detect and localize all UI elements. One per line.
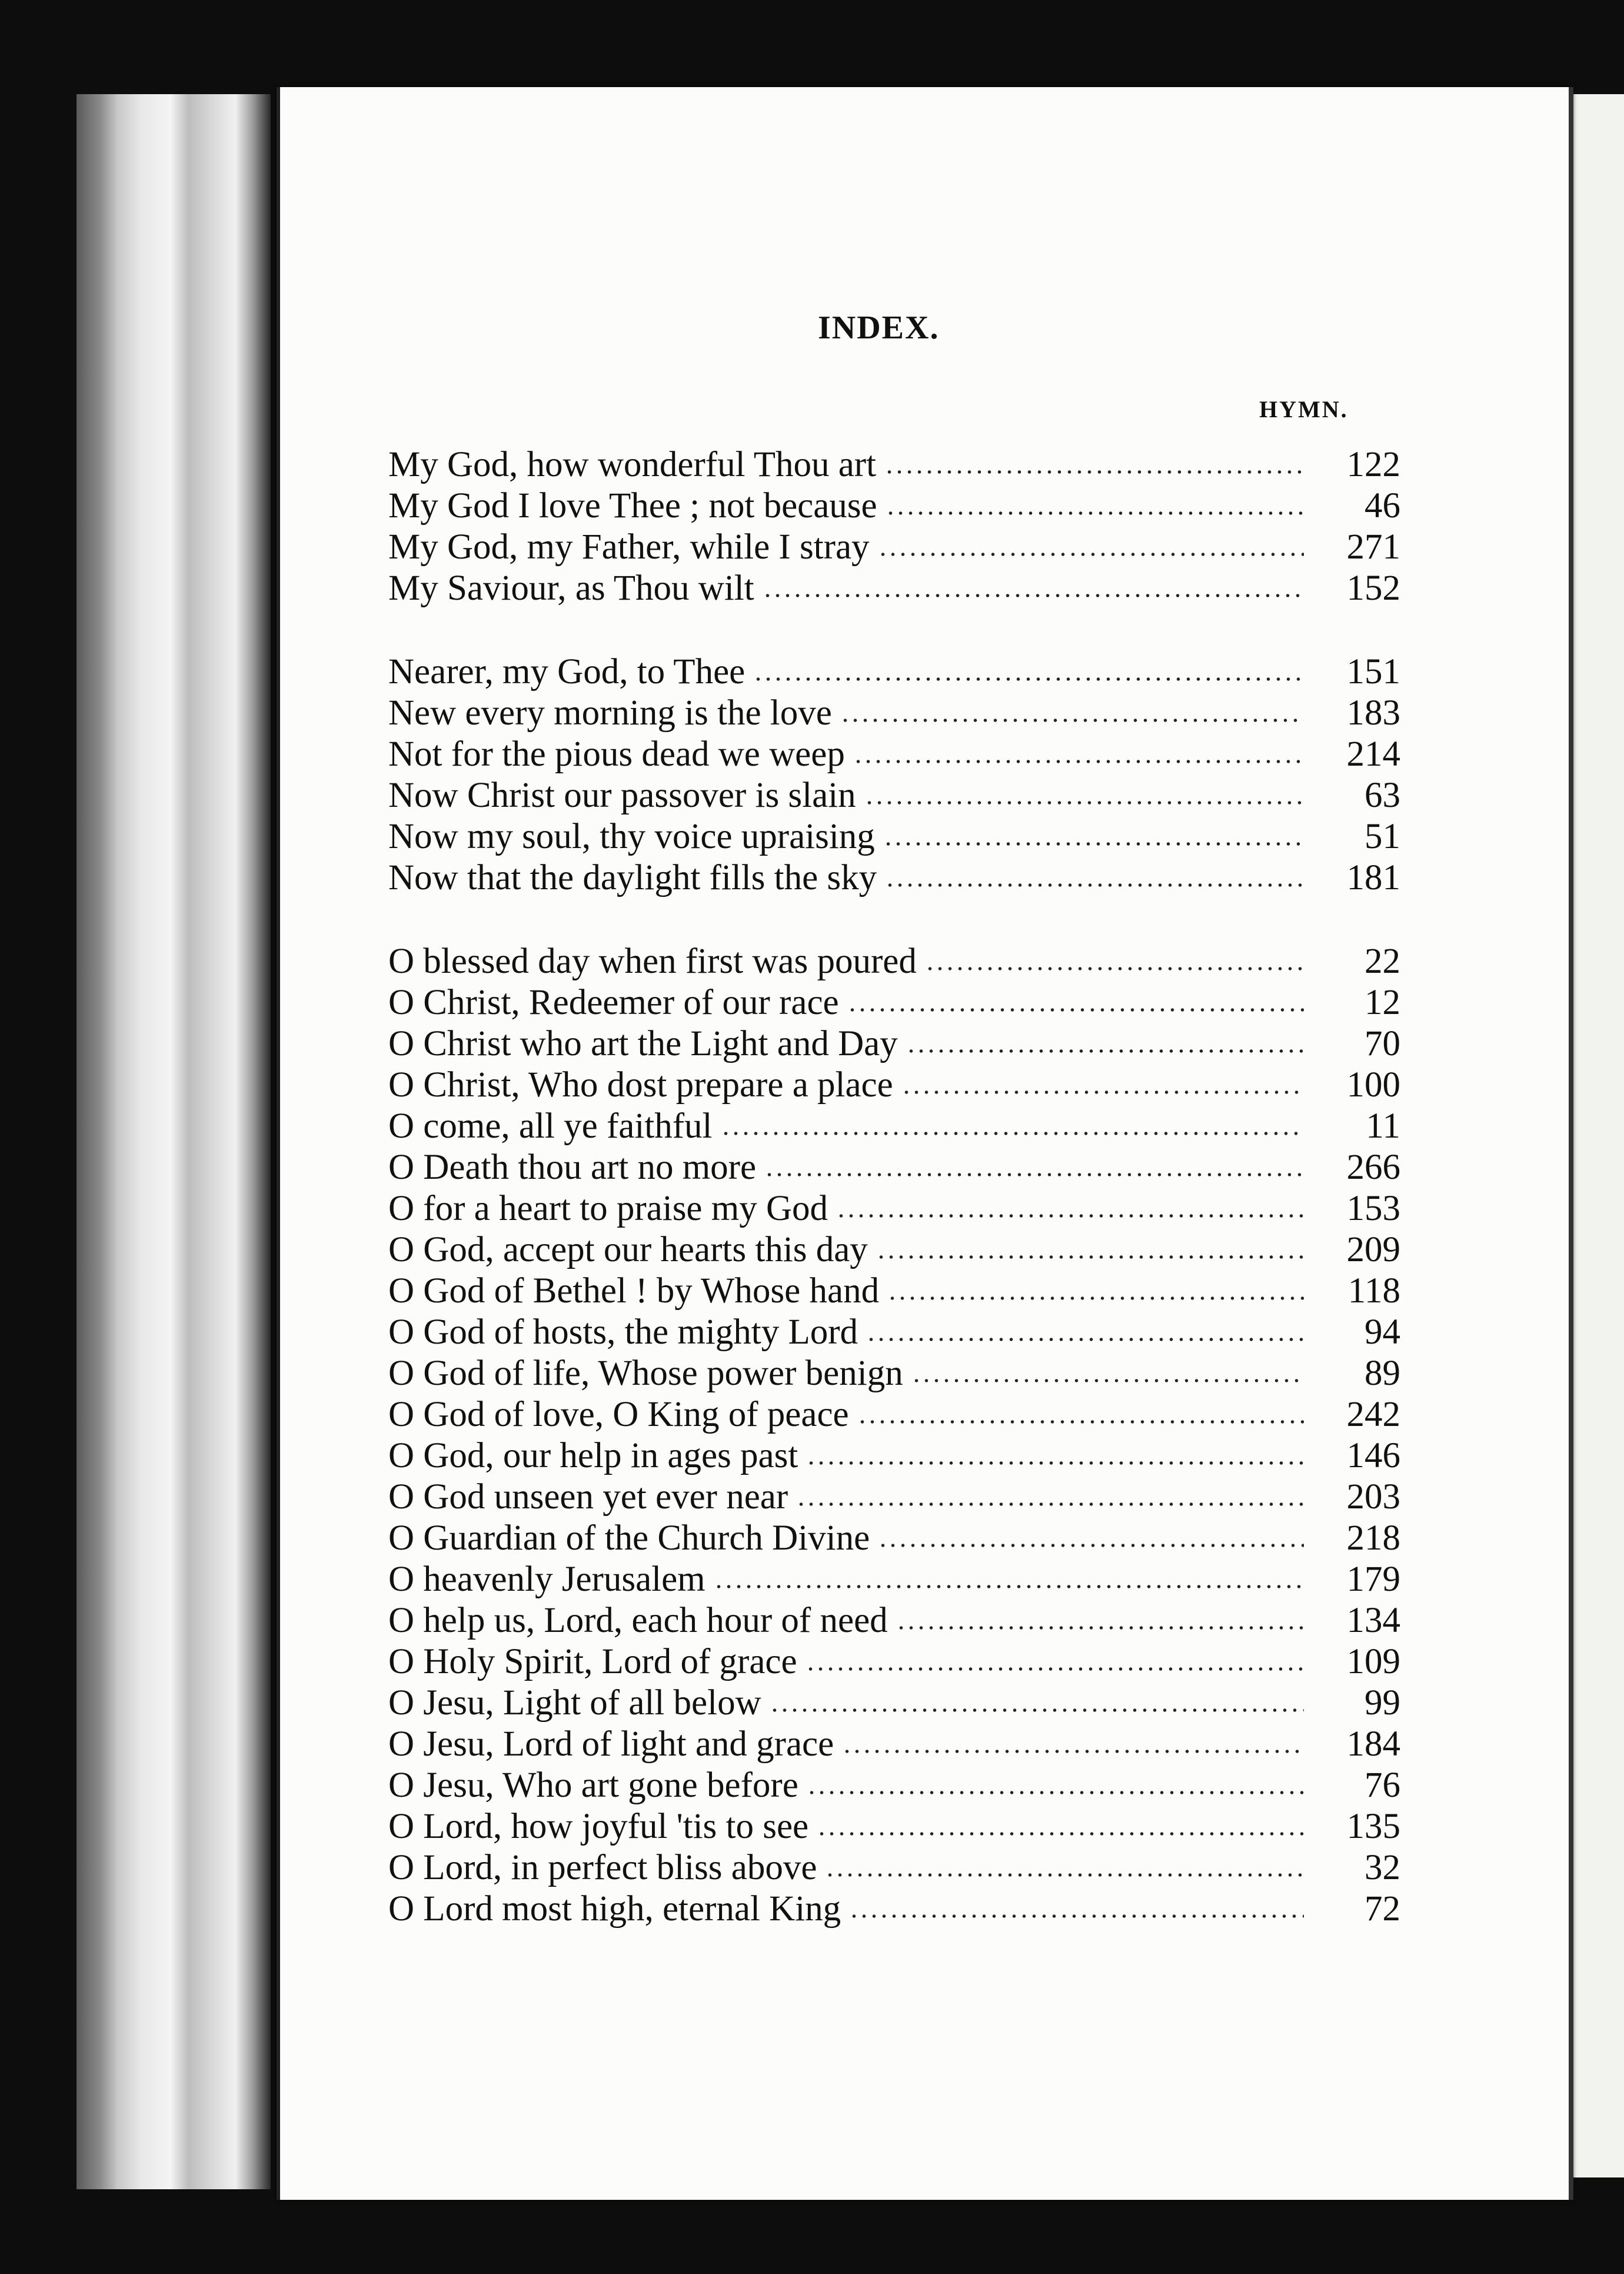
- index-entry: [388, 857, 1400, 899]
- dot-leader: [906, 1048, 1304, 1054]
- index-entry: [388, 941, 1400, 982]
- hymn-number: 109: [1346, 1642, 1400, 1681]
- index-entry: [388, 775, 1400, 816]
- dot-leader: [714, 1584, 1304, 1590]
- hymn-number: 51: [1365, 817, 1400, 856]
- index-entry: [388, 1765, 1400, 1806]
- hymn-number: 183: [1346, 693, 1400, 733]
- dot-leader: [878, 1542, 1304, 1548]
- hymn-first-line: Nearer, my God, to Thee: [388, 652, 746, 691]
- hymn-number: 153: [1346, 1189, 1400, 1228]
- hymn-first-line: O God unseen yet ever near: [388, 1477, 788, 1517]
- index-entry: [388, 1477, 1400, 1518]
- hymn-number: 70: [1365, 1024, 1400, 1063]
- hymn-number: 135: [1346, 1807, 1400, 1846]
- dot-leader: [842, 1748, 1304, 1754]
- hymn-first-line: O blessed day when first was poured: [388, 942, 917, 981]
- hymn-number: 184: [1346, 1724, 1400, 1764]
- hymn-first-line: O Christ, Who dost prepare a place: [388, 1065, 893, 1105]
- hymn-first-line: O for a heart to praise my God: [388, 1189, 828, 1228]
- hymn-number: 99: [1365, 1683, 1400, 1723]
- dot-leader: [825, 1872, 1304, 1878]
- hymn-first-line: O Lord, how joyful 'tis to see: [388, 1807, 809, 1846]
- hymn-number: 203: [1346, 1477, 1400, 1517]
- dot-leader: [770, 1707, 1304, 1713]
- hymn-first-line: Now my soul, thy voice upraising: [388, 817, 875, 856]
- hymn-first-line: O God, our help in ages past: [388, 1436, 798, 1475]
- hymn-first-line: O God of love, O King of peace: [388, 1395, 849, 1434]
- hymn-first-line: O Jesu, Who art gone before: [388, 1766, 798, 1805]
- index-entry: [388, 734, 1400, 775]
- index-entry: [388, 1847, 1400, 1889]
- dot-leader: [806, 1460, 1304, 1466]
- hymn-first-line: O Lord, in perfect bliss above: [388, 1848, 817, 1887]
- index-group: [388, 941, 1400, 1930]
- dot-leader: [764, 1172, 1304, 1178]
- index-entry: [388, 1065, 1400, 1106]
- hymn-number: 209: [1346, 1230, 1400, 1269]
- hymn-number: 214: [1346, 734, 1400, 774]
- index-entry: [388, 982, 1400, 1023]
- dot-leader: [878, 551, 1304, 557]
- hymn-number: 12: [1365, 983, 1400, 1022]
- hymn-first-line: My God, how wonderful Thou art: [388, 445, 877, 484]
- hymn-first-line: My Saviour, as Thou wilt: [388, 568, 754, 608]
- index-entry: [388, 816, 1400, 857]
- hymn-number: 152: [1346, 568, 1400, 608]
- hymn-first-line: O Death thou art no more: [388, 1148, 757, 1187]
- hymn-first-line: O Jesu, Lord of light and grace: [388, 1724, 834, 1764]
- index-entry: [388, 1353, 1400, 1394]
- hymn-number: 218: [1346, 1518, 1400, 1558]
- dot-leader: [896, 1625, 1304, 1631]
- hymn-number: 146: [1346, 1436, 1400, 1475]
- index-entry: [388, 1518, 1400, 1559]
- dot-leader: [886, 510, 1304, 516]
- dot-leader: [806, 1666, 1304, 1672]
- hymn-first-line: O God, accept our hearts this day: [388, 1230, 868, 1269]
- dot-leader: [885, 882, 1304, 888]
- index-entry: [388, 1147, 1400, 1188]
- index-entry: [388, 1188, 1400, 1229]
- hymn-first-line: O Lord most high, eternal King: [388, 1889, 841, 1929]
- hymn-number: 94: [1365, 1312, 1400, 1352]
- hymn-first-line: O come, all ye faithful: [388, 1106, 713, 1146]
- index-group: [388, 651, 1400, 899]
- hymn-first-line: O God of life, Whose power benign: [388, 1354, 903, 1393]
- index-entry: [388, 1435, 1400, 1477]
- dot-leader: [753, 676, 1304, 682]
- index-entry: [388, 568, 1400, 609]
- hymn-number: 179: [1346, 1560, 1400, 1599]
- dot-leader: [763, 593, 1304, 599]
- index-list: [388, 444, 1400, 1972]
- hymn-first-line: Now that the daylight fills the sky: [388, 858, 877, 897]
- dot-leader: [876, 1254, 1304, 1260]
- hymn-number: 118: [1347, 1271, 1400, 1311]
- index-entry: [388, 1559, 1400, 1600]
- hymn-number: 11: [1366, 1106, 1400, 1146]
- dot-leader: [925, 966, 1304, 972]
- hymn-first-line: O help us, Lord, each hour of need: [388, 1601, 888, 1640]
- hymn-first-line: Not for the pious dead we weep: [388, 734, 845, 774]
- hymn-first-line: New every morning is the love: [388, 693, 832, 733]
- dot-leader: [836, 1213, 1304, 1219]
- hymn-number: 151: [1346, 652, 1400, 691]
- index-entry: [388, 1106, 1400, 1147]
- hymn-first-line: O Holy Spirit, Lord of grace: [388, 1642, 797, 1681]
- page-title: INDEX.: [818, 310, 940, 346]
- dot-leader: [911, 1378, 1304, 1384]
- hymn-first-line: Now Christ our passover is slain: [388, 776, 856, 815]
- index-entry: [388, 1724, 1400, 1765]
- hymn-first-line: O heavenly Jerusalem: [388, 1560, 705, 1599]
- hymn-number: 266: [1346, 1148, 1400, 1187]
- dot-leader: [840, 717, 1304, 723]
- index-entry: [388, 1641, 1400, 1683]
- dot-leader: [849, 1913, 1304, 1919]
- hymn-number: 63: [1365, 776, 1400, 815]
- dot-leader: [817, 1831, 1304, 1837]
- page-edges: [76, 94, 271, 2189]
- index-entry: [388, 444, 1400, 486]
- dot-leader: [847, 1007, 1304, 1013]
- dot-leader: [864, 800, 1304, 806]
- dot-leader: [807, 1790, 1304, 1796]
- hymn-first-line: O Guardian of the Church Divine: [388, 1518, 870, 1558]
- dot-leader: [901, 1089, 1304, 1095]
- index-entry: [388, 1271, 1400, 1312]
- hymn-number: 46: [1365, 486, 1400, 526]
- dot-leader: [887, 1295, 1304, 1301]
- hymn-number: 76: [1365, 1766, 1400, 1805]
- hymn-number: 100: [1346, 1065, 1400, 1105]
- hymn-number: 32: [1365, 1848, 1400, 1887]
- dot-leader: [866, 1337, 1304, 1342]
- dot-leader: [884, 469, 1304, 475]
- index-entry: [388, 1806, 1400, 1847]
- index-entry: [388, 693, 1400, 734]
- dot-leader: [796, 1501, 1304, 1507]
- hymn-first-line: O God of Bethel ! by Whose hand: [388, 1271, 880, 1311]
- hymn-number: 242: [1346, 1395, 1400, 1434]
- index-entry: [388, 527, 1400, 568]
- dot-leader: [857, 1419, 1304, 1425]
- hymn-first-line: My God, my Father, while I stray: [388, 527, 870, 567]
- index-entry: [388, 1600, 1400, 1641]
- index-entry: [388, 651, 1400, 693]
- index-entry: [388, 486, 1400, 527]
- index-entry: [388, 1394, 1400, 1435]
- hymn-number: 181: [1346, 858, 1400, 897]
- hymn-column-heading: HYMN.: [1259, 396, 1349, 423]
- index-entry: [388, 1889, 1400, 1930]
- hymn-first-line: O God of hosts, the mighty Lord: [388, 1312, 858, 1352]
- dot-leader: [883, 841, 1304, 847]
- hymn-number: 271: [1346, 527, 1400, 567]
- hymn-first-line: O Jesu, Light of all below: [388, 1683, 761, 1723]
- dot-leader: [721, 1131, 1304, 1136]
- hymn-number: 134: [1346, 1601, 1400, 1640]
- hymn-first-line: O Christ, Redeemer of our race: [388, 983, 839, 1022]
- hymn-number: 89: [1365, 1354, 1400, 1393]
- index-entry: [388, 1229, 1400, 1271]
- hymn-first-line: O Christ who art the Light and Day: [388, 1024, 898, 1063]
- index-entry: [388, 1683, 1400, 1724]
- dot-leader: [853, 759, 1304, 764]
- index-entry: [388, 1023, 1400, 1065]
- hymn-number: 72: [1365, 1889, 1400, 1929]
- index-entry: [388, 1312, 1400, 1353]
- hymn-number: 22: [1365, 942, 1400, 981]
- index-group: [388, 444, 1400, 609]
- hymn-number: 122: [1346, 445, 1400, 484]
- hymn-first-line: My God I love Thee ; not because: [388, 486, 877, 526]
